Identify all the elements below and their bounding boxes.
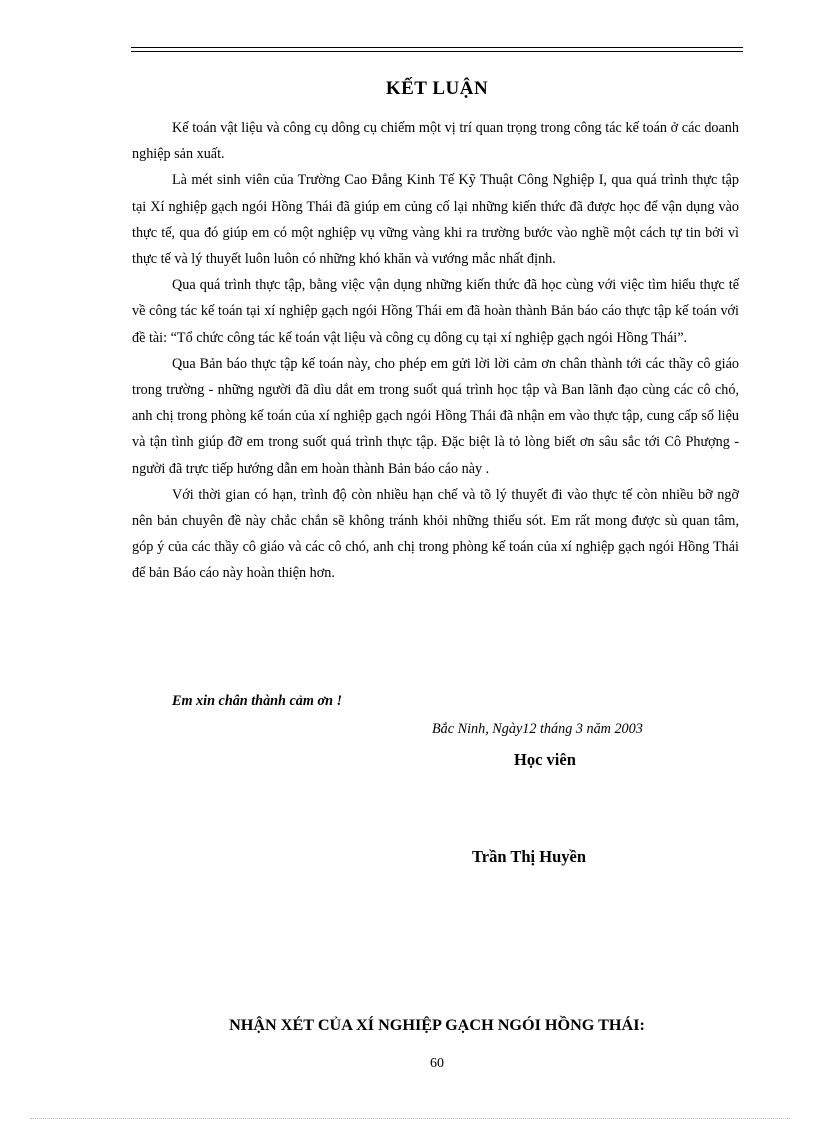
paragraph-5: Với thời gian có hạn, trình độ còn nhiều hạn chế và tõ lý thuyết đi vào thực tế còn nhiều bỡ ngỡ nên bản chuyên đề này chắc chắn sẽ không tránh khỏi những thiếu sót. Em rất mong được sù quan tâm, góp ý của các thầy cô giáo và các cô chó, anh chị trong phòng kế toán của xí nghiệp gạch ngói Hồng Thái để bản Báo cáo này hoàn thiện hơn. bbox=[132, 486, 739, 582]
page-title: KẾT LUẬN bbox=[385, 78, 489, 99]
signer-name: Trần Thị Huyền bbox=[472, 847, 587, 866]
paragraph-2: Là mét sinh viên của Trường Cao Đẳng Kinh Tế Kỹ Thuật Công Nghiệp I, qua quá trình thực tập tại Xí nghiệp gạch ngói Hồng Thái đã giúp em củng cố lại những kiến thức đã được học để vận dụng vào thực tế, qua đó giúp em có một nghiệp vụ vững vàng khi ra trường bước vào nghề một cách tự tin bởi vì thực tế và lý thuyết luôn luôn có những khó khăn và vướng mắc nhất định. bbox=[132, 172, 739, 268]
conclusion-body bbox=[132, 115, 739, 587]
date-line: Bắc Ninh, Ngày12 tháng 3 năm 2003 bbox=[432, 721, 643, 737]
signer-role: Học viên bbox=[514, 750, 576, 769]
paragraph-4: Qua Bản báo thực tập kế toán này, cho phép em gửi lời lời cảm ơn chân thành tới các thầy cô giáo trong trường - những người đã dìu dắt em trong suốt quá trình học tập và Ban lãnh đạo cùng các cô chó, anh chị trong phòng kế toán của xí nghiệp gạch ngói Hồng Thái đã nhận em vào thực tập, cung cấp số liệu và tận tình giúp đỡ em trong suốt quá trình thực tập. Đặc biệt là tỏ lòng biết ơn sâu sắc tới Cô Phượng - người đã trực tiếp hướng dẫn em hoàn thành Bản báo cáo này . bbox=[132, 355, 739, 477]
section-heading: NHẬN XÉT CỦA XÍ NGHIỆP GẠCH NGÓI HỒNG THÁI: bbox=[229, 1016, 645, 1034]
page-number: 60 bbox=[430, 1056, 444, 1071]
header-rule-bottom bbox=[131, 51, 743, 52]
paragraph-3: Qua quá trình thực tập, bằng việc vận dụng những kiến thức đã học cùng với việc tìm hiểu thực tế về công tác kế toán tại xí nghiệp gạch ngói Hồng Thái em đã hoàn thành Bản báo cáo thực tập kế toán với đề tài: “Tổ chức công tác kế toán vật liệu và công cụ dông cụ tại xí nghiệp gạch ngói Hồng Thái”. bbox=[132, 277, 739, 346]
paragraph-1: Kế toán vật liệu và công cụ dông cụ chiếm một vị trí quan trọng trong công tác kế toán ở các doanh nghiệp sản xuất. bbox=[132, 120, 739, 163]
closing-thanks: Em xin chân thành cảm ơn ! bbox=[172, 693, 343, 709]
page-bottom-divider bbox=[30, 1118, 790, 1119]
header-rule-top bbox=[131, 47, 743, 48]
